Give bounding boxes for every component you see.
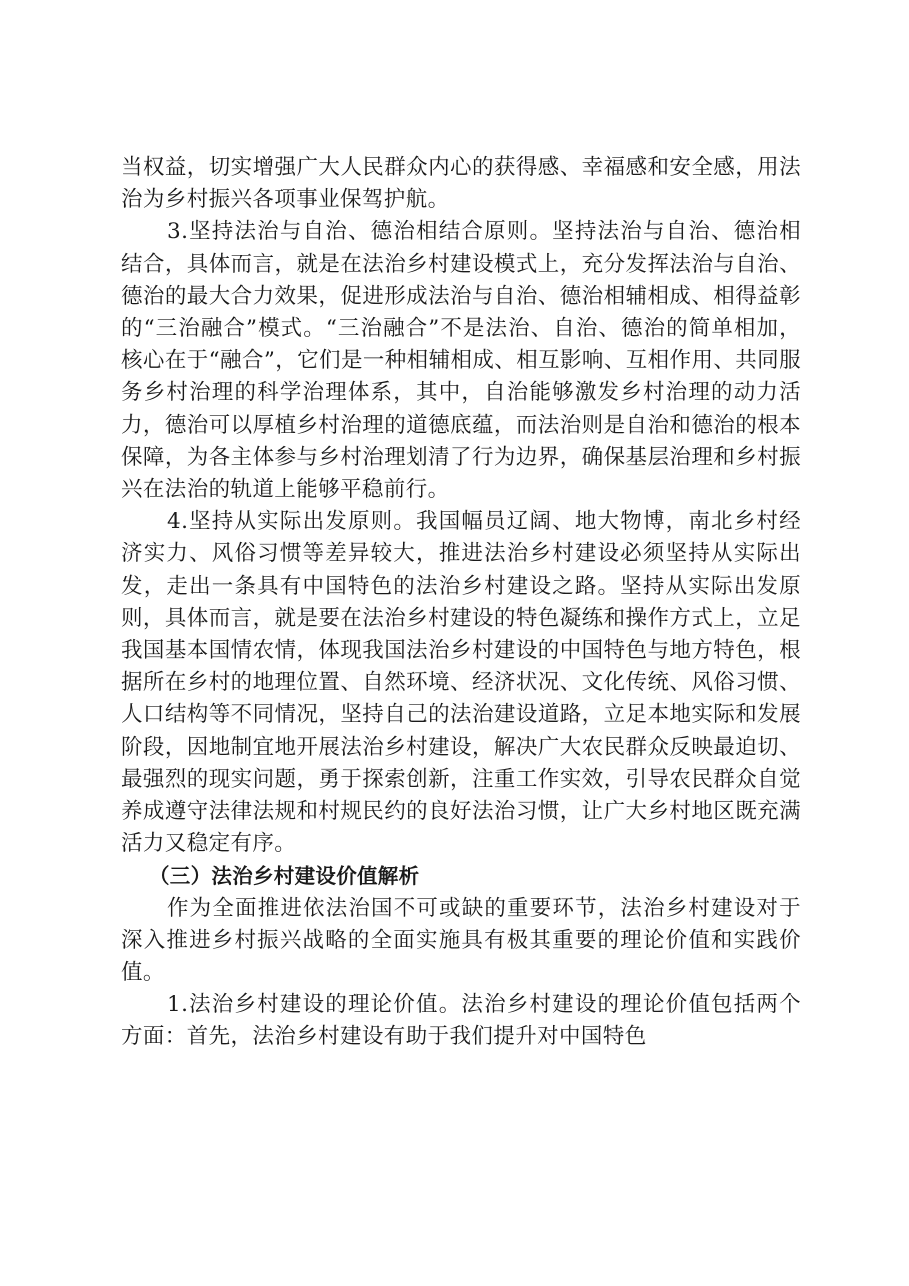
- section-heading: （三）法治乡村建设价值解析: [149, 864, 420, 889]
- paragraph-2: 3.坚持法治与自治、德治相结合原则。坚持法治与自治、德治相结合，具体而言，就是在法治乡村建设模式上，充分发挥法治与自治、德治的最大合力效果，促进形成法治与自治、德治相辅相成、相得益彰的“三治融合”模式。“三治融合”不是法治、自治、德治的简单相加，核心在于“融合”，它们是一种相辅相成、相互影响、互相作用、共同服务乡村治理的科学治理体系，其中，自治能够激发乡村治理的动力活力，德治可以厚植乡村治理的道德底蕴，而法治则是自治和德治的根本保障，为各主体参与乡村治理划清了行为边界，确保基层治理和乡村振兴在法治的轨道上能够平稳前行。: [121, 219, 801, 503]
- paragraph-5: 1.法治乡村建设的理论价值。法治乡村建设的理论价值包括两个方面：首先，法治乡村建设有助于我们提升对中国特色: [121, 992, 801, 1050]
- paragraph-1: 当权益，切实增强广大人民群众内心的获得感、幸福感和安全感，用法治为乡村振兴各项事业保驾护航。: [121, 155, 801, 213]
- paragraph-3: 4.坚持从实际出发原则。我国幅员辽阔、地大物博，南北乡村经济实力、风俗习惯等差异较大，推进法治乡村建设必须坚持从实际出发，走出一条具有中国特色的法治乡村建设之路。坚持从实际出发原则，具体而言，就是要在法治乡村建设的特色凝练和操作方式上，立足我国基本国情农情，体现我国法治乡村建设的中国特色与地方特色，根据所在乡村的地理位置、自然环境、经济状况、文化传统、风俗习惯、人口结构等不同情况，坚持自己的法治建设道路，立足本地实际和发展阶段，因地制宜地开展法治乡村建设，解决广大农民群众反映最迫切、最强烈的现实问题，勇于探索创新，注重工作实效，引导农民群众自觉养成遵守法律法规和村规民约的良好法治习惯，让广大乡村地区既充满活力又稳定有序。: [121, 509, 801, 857]
- document-page: [121, 152, 801, 1054]
- paragraph-4: 作为全面推进依法治国不可或缺的重要环节，法治乡村建设对于深入推进乡村振兴战略的全面实施具有极其重要的理论价值和实践价值。: [121, 895, 801, 986]
